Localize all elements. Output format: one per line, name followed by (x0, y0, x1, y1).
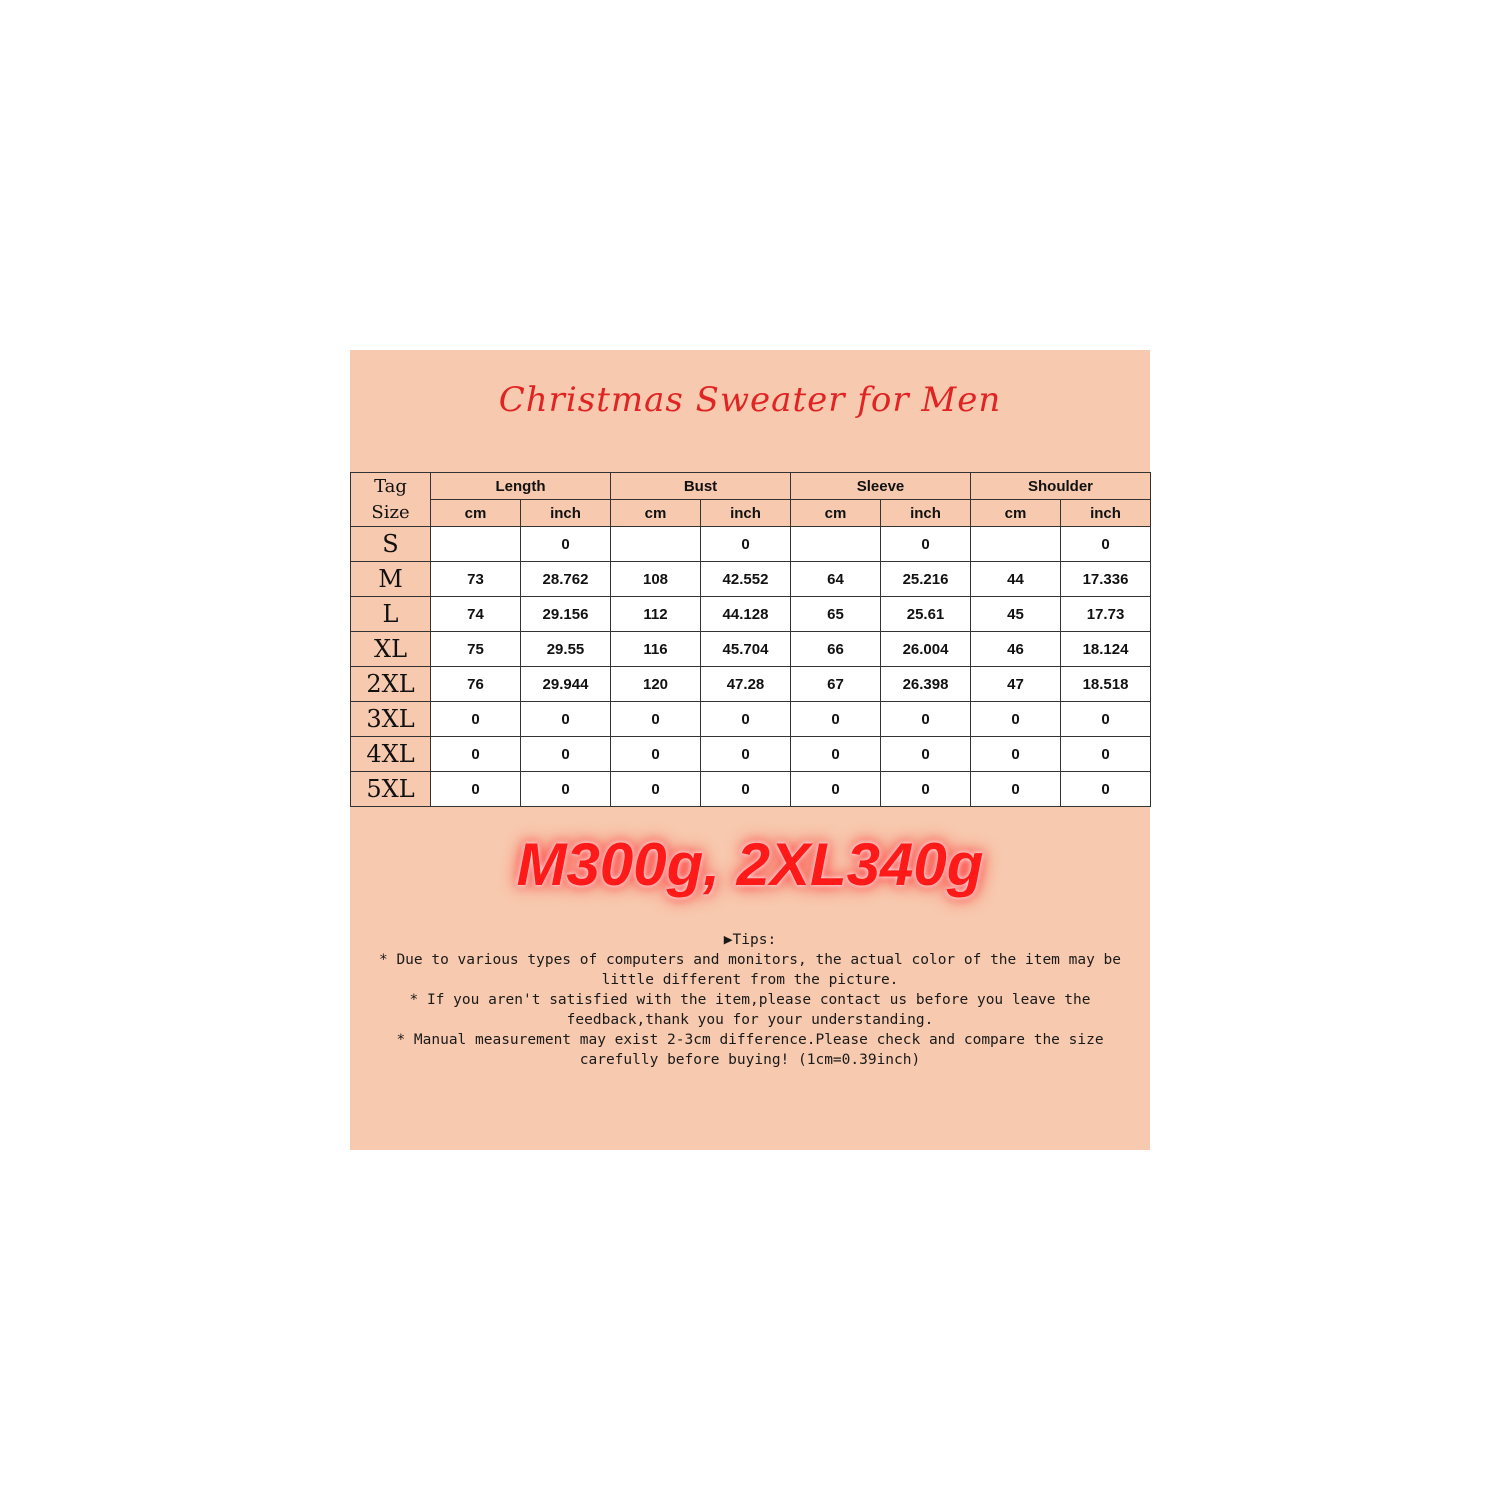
table-cell: 17.73 (1061, 597, 1151, 632)
table-cell: 76 (431, 667, 521, 702)
table-cell: 0 (611, 702, 701, 737)
table-cell: 74 (431, 597, 521, 632)
size-label: 2XL (351, 667, 431, 702)
table-row (351, 667, 1151, 702)
table-cell: 44 (971, 562, 1061, 597)
table-cell: 29.944 (521, 667, 611, 702)
unit-header: cm (611, 500, 701, 527)
table-row (351, 562, 1151, 597)
table-cell: 45 (971, 597, 1061, 632)
table-cell: 67 (791, 667, 881, 702)
size-label: S (351, 527, 431, 562)
group-header-length: Length (431, 473, 611, 500)
table-cell: 29.156 (521, 597, 611, 632)
table-row (351, 597, 1151, 632)
table-cell (611, 527, 701, 562)
table-cell: 75 (431, 632, 521, 667)
size-label: 4XL (351, 737, 431, 772)
table-cell: 0 (611, 737, 701, 772)
table-cell: 29.55 (521, 632, 611, 667)
weight-note: M300g, 2XL340g (516, 831, 984, 898)
table-cell: 0 (881, 702, 971, 737)
tip-line: little different from the picture. (601, 972, 899, 988)
size-table (350, 472, 1151, 807)
table-cell: 25.61 (881, 597, 971, 632)
table-cell: 0 (1061, 737, 1151, 772)
table-cell: 18.518 (1061, 667, 1151, 702)
table-cell: 0 (611, 772, 701, 807)
table-cell: 0 (521, 737, 611, 772)
size-label: XL (351, 632, 431, 667)
group-header-bust: Bust (611, 473, 791, 500)
tip-line: * If you aren't satisfied with the item,please contact us before you leave the (409, 992, 1091, 1008)
table-cell: 0 (521, 772, 611, 807)
table-row (351, 737, 1151, 772)
tips-heading: ▶Tips: (723, 932, 777, 948)
table-row (351, 632, 1151, 667)
table-cell: 66 (791, 632, 881, 667)
table-cell: 0 (701, 737, 791, 772)
table-cell: 0 (521, 702, 611, 737)
table-cell: 46 (971, 632, 1061, 667)
group-header-sleeve: Sleeve (791, 473, 971, 500)
table-cell: 0 (1061, 772, 1151, 807)
size-chart-card (350, 350, 1150, 1150)
tip-line: * Due to various types of computers and monitors, the actual color of the item may be (378, 952, 1122, 968)
table-cell: 112 (611, 597, 701, 632)
table-cell: 73 (431, 562, 521, 597)
page-title: Christmas Sweater for Men (498, 380, 1002, 420)
table-cell: 0 (971, 702, 1061, 737)
table-cell: 65 (791, 597, 881, 632)
table-cell: 108 (611, 562, 701, 597)
table-cell: 0 (791, 702, 881, 737)
table-cell: 120 (611, 667, 701, 702)
table-cell: 0 (791, 772, 881, 807)
size-table-body (351, 527, 1151, 807)
table-cell: 44.128 (701, 597, 791, 632)
unit-header-row (351, 500, 1151, 527)
table-cell: 47 (971, 667, 1061, 702)
table-row (351, 772, 1151, 807)
table-row (351, 527, 1151, 562)
table-cell: 0 (431, 702, 521, 737)
table-cell (431, 527, 521, 562)
table-cell: 0 (701, 527, 791, 562)
table-cell: 0 (1061, 702, 1151, 737)
unit-header: inch (701, 500, 791, 527)
unit-header: cm (431, 500, 521, 527)
table-cell: 18.124 (1061, 632, 1151, 667)
table-cell: 47.28 (701, 667, 791, 702)
table-cell: 0 (521, 527, 611, 562)
table-cell: 0 (701, 702, 791, 737)
table-cell: 0 (791, 737, 881, 772)
table-cell: 17.336 (1061, 562, 1151, 597)
unit-header: inch (881, 500, 971, 527)
tag-size-header (351, 473, 431, 527)
table-cell (971, 527, 1061, 562)
table-cell: 25.216 (881, 562, 971, 597)
group-header-shoulder: Shoulder (971, 473, 1151, 500)
table-cell: 64 (791, 562, 881, 597)
tip-line: * Manual measurement may exist 2-3cm difference.Please check and compare the size (396, 1032, 1104, 1048)
table-cell: 0 (701, 772, 791, 807)
table-cell: 0 (881, 737, 971, 772)
tips-section (360, 930, 1140, 1070)
size-label: 5XL (351, 772, 431, 807)
table-cell: 26.398 (881, 667, 971, 702)
table-cell: 28.762 (521, 562, 611, 597)
table-cell: 0 (881, 527, 971, 562)
unit-header: inch (521, 500, 611, 527)
group-header-row (351, 473, 1151, 500)
table-cell: 116 (611, 632, 701, 667)
table-cell: 0 (881, 772, 971, 807)
table-cell: 42.552 (701, 562, 791, 597)
table-cell: 0 (971, 737, 1061, 772)
unit-header: cm (791, 500, 881, 527)
unit-header: inch (1061, 500, 1151, 527)
tip-line: feedback,thank you for your understanding. (566, 1012, 934, 1028)
table-cell: 0 (431, 772, 521, 807)
size-label: 3XL (351, 702, 431, 737)
table-cell: 0 (971, 772, 1061, 807)
table-cell: 0 (1061, 527, 1151, 562)
tag-header-line2: Size (371, 501, 410, 523)
tag-header-line1: Tag (374, 475, 407, 497)
size-label: L (351, 597, 431, 632)
table-row (351, 702, 1151, 737)
table-cell: 0 (431, 737, 521, 772)
tip-line: carefully before buying! (1cm=0.39inch) (579, 1052, 921, 1068)
unit-header: cm (971, 500, 1061, 527)
table-cell: 45.704 (701, 632, 791, 667)
table-cell: 26.004 (881, 632, 971, 667)
size-label: M (351, 562, 431, 597)
table-cell (791, 527, 881, 562)
